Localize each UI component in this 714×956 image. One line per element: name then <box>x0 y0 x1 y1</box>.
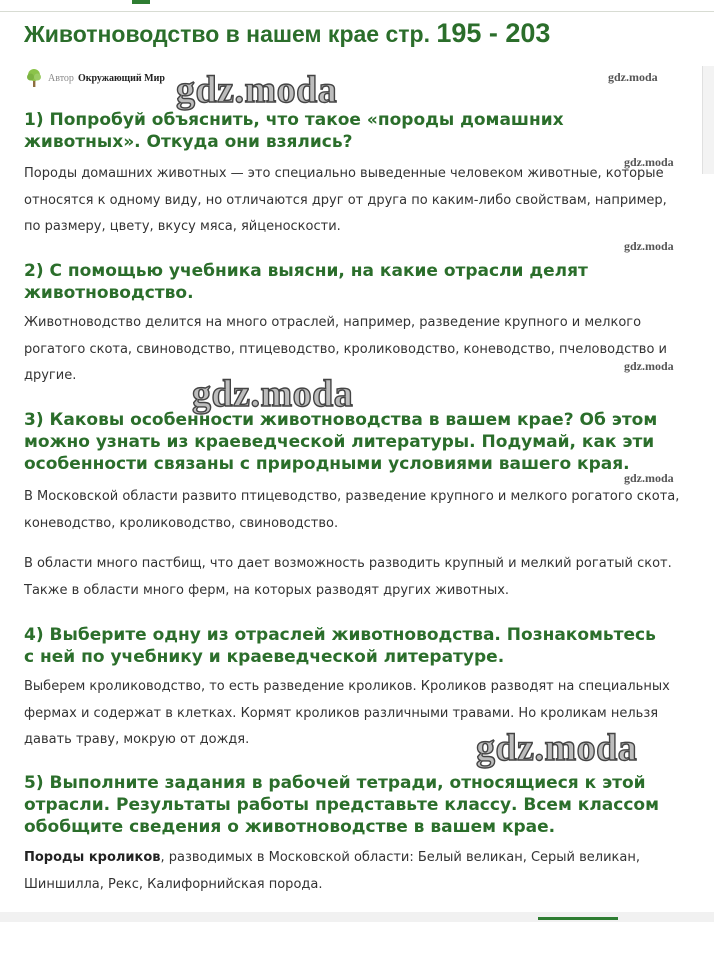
page-title <box>24 18 550 49</box>
answer-paragraph: Выберем кролиководство, то есть разведение кроликов. Кроликов разводят на специальных фермах и содержат в клетках. Кормят кроликов различными травами. Но кроликам нельзя давать траву, мокрую от дождя. <box>24 679 670 747</box>
page-title-text: Животноводство в нашем крае стр. <box>24 21 430 47</box>
page-range: 195 - 203 <box>436 18 551 48</box>
author-label: Автор <box>48 72 74 84</box>
question-heading: 2) С помощью учебника выясни, на какие отрасли делят животноводство. <box>24 261 588 303</box>
answer-paragraph: В области много пастбищ, что дает возможность разводить крупный и мелкий рогатый скот. Также в области много ферм, на которых разводят других животных. <box>24 556 672 598</box>
answer-paragraph: Животноводство делится на много отраслей, например, разведение крупного и мелкого рогатого скота, свиноводство, птицеводство, кролиководство, коневодство, пчеловодство и другие. <box>24 315 667 383</box>
top-bar <box>0 0 714 12</box>
answer-text: , разводимых в Московской области: Белый великан, Серый великан, Шиншилла, Рекс, Калифорнийская порода. <box>24 850 640 892</box>
question-heading: 4) Выберите одну из отраслей животноводства. Познакомьтесь с ней по учебнику и краеведческой литературе. <box>24 625 656 667</box>
question-heading: 3) Каковы особенности животноводства в вашем крае? Об этом можно узнать из краеведческой литературы. Подумай, как эти особенности связаны с природными условиями вашего края. <box>24 410 658 474</box>
author-link[interactable]: Окружающий Мир <box>77 72 165 84</box>
watermark-large: gdz.moda <box>476 727 638 769</box>
right-edge-panel <box>702 66 714 174</box>
watermark-small: gdz.moda <box>624 471 674 485</box>
watermark-small: gdz.moda <box>624 155 674 169</box>
answer-bold-term: Породы кроликов <box>24 850 161 865</box>
watermark-large: gdz.moda <box>176 69 338 111</box>
answer-paragraph: В Московской области развито птицеводство, разведение крупного и мелкого рогатого скота, коневодство, кролиководство, свиноводство. <box>24 489 680 531</box>
watermark-large: gdz.moda <box>192 373 354 415</box>
author-meta <box>24 67 165 89</box>
question-heading: 1) Попробуй объяснить, что такое «породы домашних животных». Откуда они взялись? <box>24 110 564 152</box>
question-heading: 5) Выполните задания в рабочей тетради, относящиеся к этой отрасли. Результаты работы представьте классу. Всем классом обобщите сведения о животноводстве в вашем крае. <box>24 773 659 837</box>
top-bar-accent <box>132 0 150 4</box>
watermark-small: gdz.moda <box>624 359 674 373</box>
bottom-accent-line <box>538 917 618 920</box>
watermark-small: gdz.moda <box>608 70 658 84</box>
watermark-small: gdz.moda <box>624 239 674 253</box>
answer-paragraph <box>24 845 686 898</box>
tree-icon <box>24 68 44 88</box>
answer-paragraph: Породы домашних животных — это специально выведенные человеком животные, которые относятся к одному виду, но отличаются друг от друга по каким-либо свойствам, например, по размеру, цвету, вкусу мяса, яйценоскости. <box>24 166 667 234</box>
